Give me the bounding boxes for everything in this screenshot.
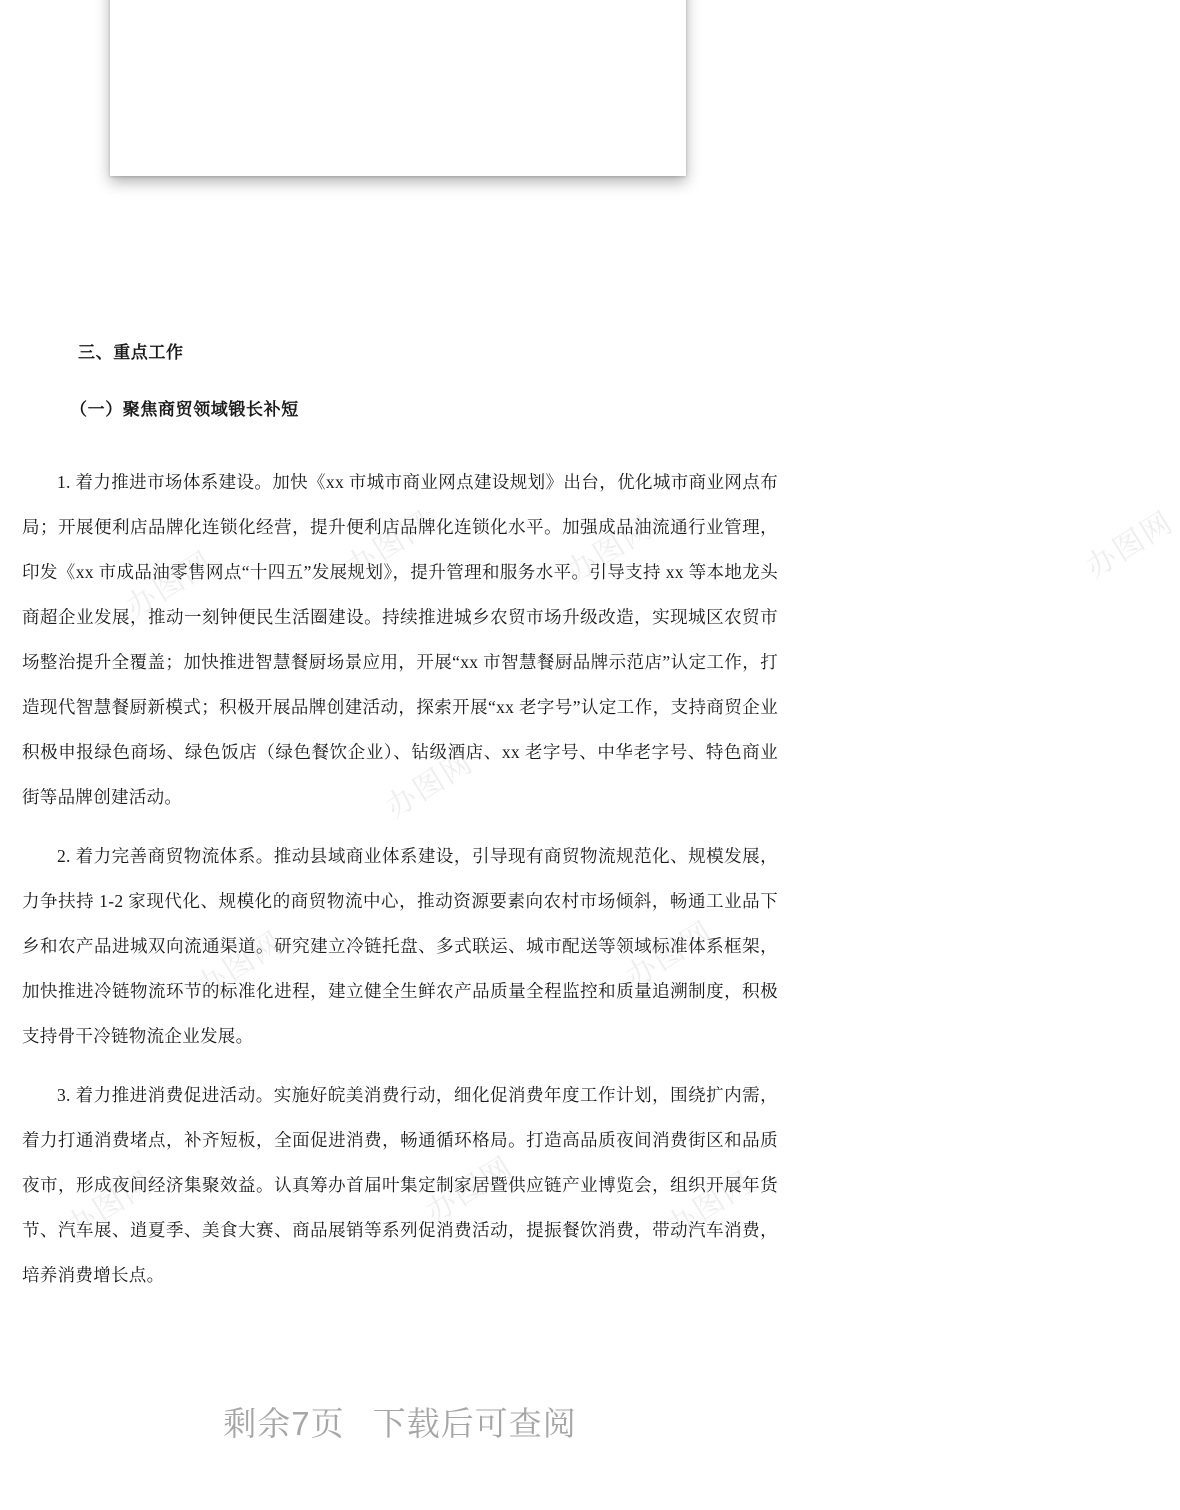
- download-hint-label: 下载后可查阅: [372, 1405, 577, 1442]
- watermark: 办图网: [560, 510, 660, 590]
- paragraph-3: 3. 着力推进消费促进活动。实施好皖美消费行动，细化促消费年度工作计划，围绕扩内需，着力打通消费堵点，补齐短板，全面促进消费，畅通循环格局。打造高品质夜间消费街区和品质夜市，形成夜间经济集聚效益。认真筹办首届叶集定制家居暨供应链产业博览会，组织开展年货节、汽车展、逍夏季、美食大赛、商品展销等系列促消费活动，提振餐饮消费，带动汽车消费，培养消费增长点。: [22, 1085, 778, 1285]
- previous-page-card: [110, 0, 686, 176]
- section-subheading: （一）聚焦商贸领域锻长补短: [70, 400, 299, 419]
- watermark: 办图网: [340, 505, 440, 585]
- download-cta[interactable]: [0, 1398, 800, 1445]
- watermark: 办图网: [620, 915, 720, 995]
- paragraph-2: 2. 着力完善商贸物流体系。推动县域商业体系建设，引导现有商贸物流规范化、规模发展，力争扶持 1-2 家现代化、规模化的商贸物流中心，推动资源要素向农村市场倾斜，畅通工业品下乡和农产品进城双向流通渠道。研究建立冷链托盘、多式联运、城市配送等领域标准体系框架，加快推进冷链物流环节的标准化进程，建立健全生鲜农产品质量全程监控和质量追溯制度，积极支持骨干冷链物流企业发展。: [22, 846, 778, 1046]
- document-content: [22, 330, 778, 1298]
- page-card-surface: [110, 0, 686, 176]
- watermark: 办图网: [190, 925, 290, 1005]
- paragraph-1: 1. 着力推进市场体系建设。加快《xx 市城市商业网点建设规划》出台，优化城市商业网点布局；开展便利店品牌化连锁化经营，提升便利店品牌化连锁化水平。加强成品油流通行业管理，印发《xx 市成品油零售网点“十四五”发展规划》，提升管理和服务水平。引导支持 xx 等本地龙头商超企业发展，推动一刻钟便民生活圈建设。持续推进城乡农贸市场升级改造，实现城区农贸市场整治提升全覆盖；加快推进智慧餐厨场景应用，开展“xx 市智慧餐厨品牌示范店”认定工作，打造现代智慧餐厨新模式；积极开展品牌创建活动，探索开展“xx 老字号”认定工作，支持商贸企业积极申报绿色商场、绿色饭店（绿色餐饮企业）、钻级酒店、xx 老字号、中华老字号、特色商业街等品牌创建活动。: [22, 472, 778, 807]
- watermark: 办图网: [660, 1165, 760, 1245]
- remaining-pages-label: 剩余7页: [223, 1405, 345, 1442]
- spacer: [22, 432, 778, 442]
- watermark: 办图网: [1080, 505, 1180, 585]
- watermark: 办图网: [420, 1150, 520, 1230]
- watermark: 办图网: [60, 1165, 160, 1245]
- section-heading: 三、重点工作: [78, 343, 184, 362]
- watermark: 办图网: [120, 545, 220, 625]
- watermark: 办图网: [380, 745, 480, 825]
